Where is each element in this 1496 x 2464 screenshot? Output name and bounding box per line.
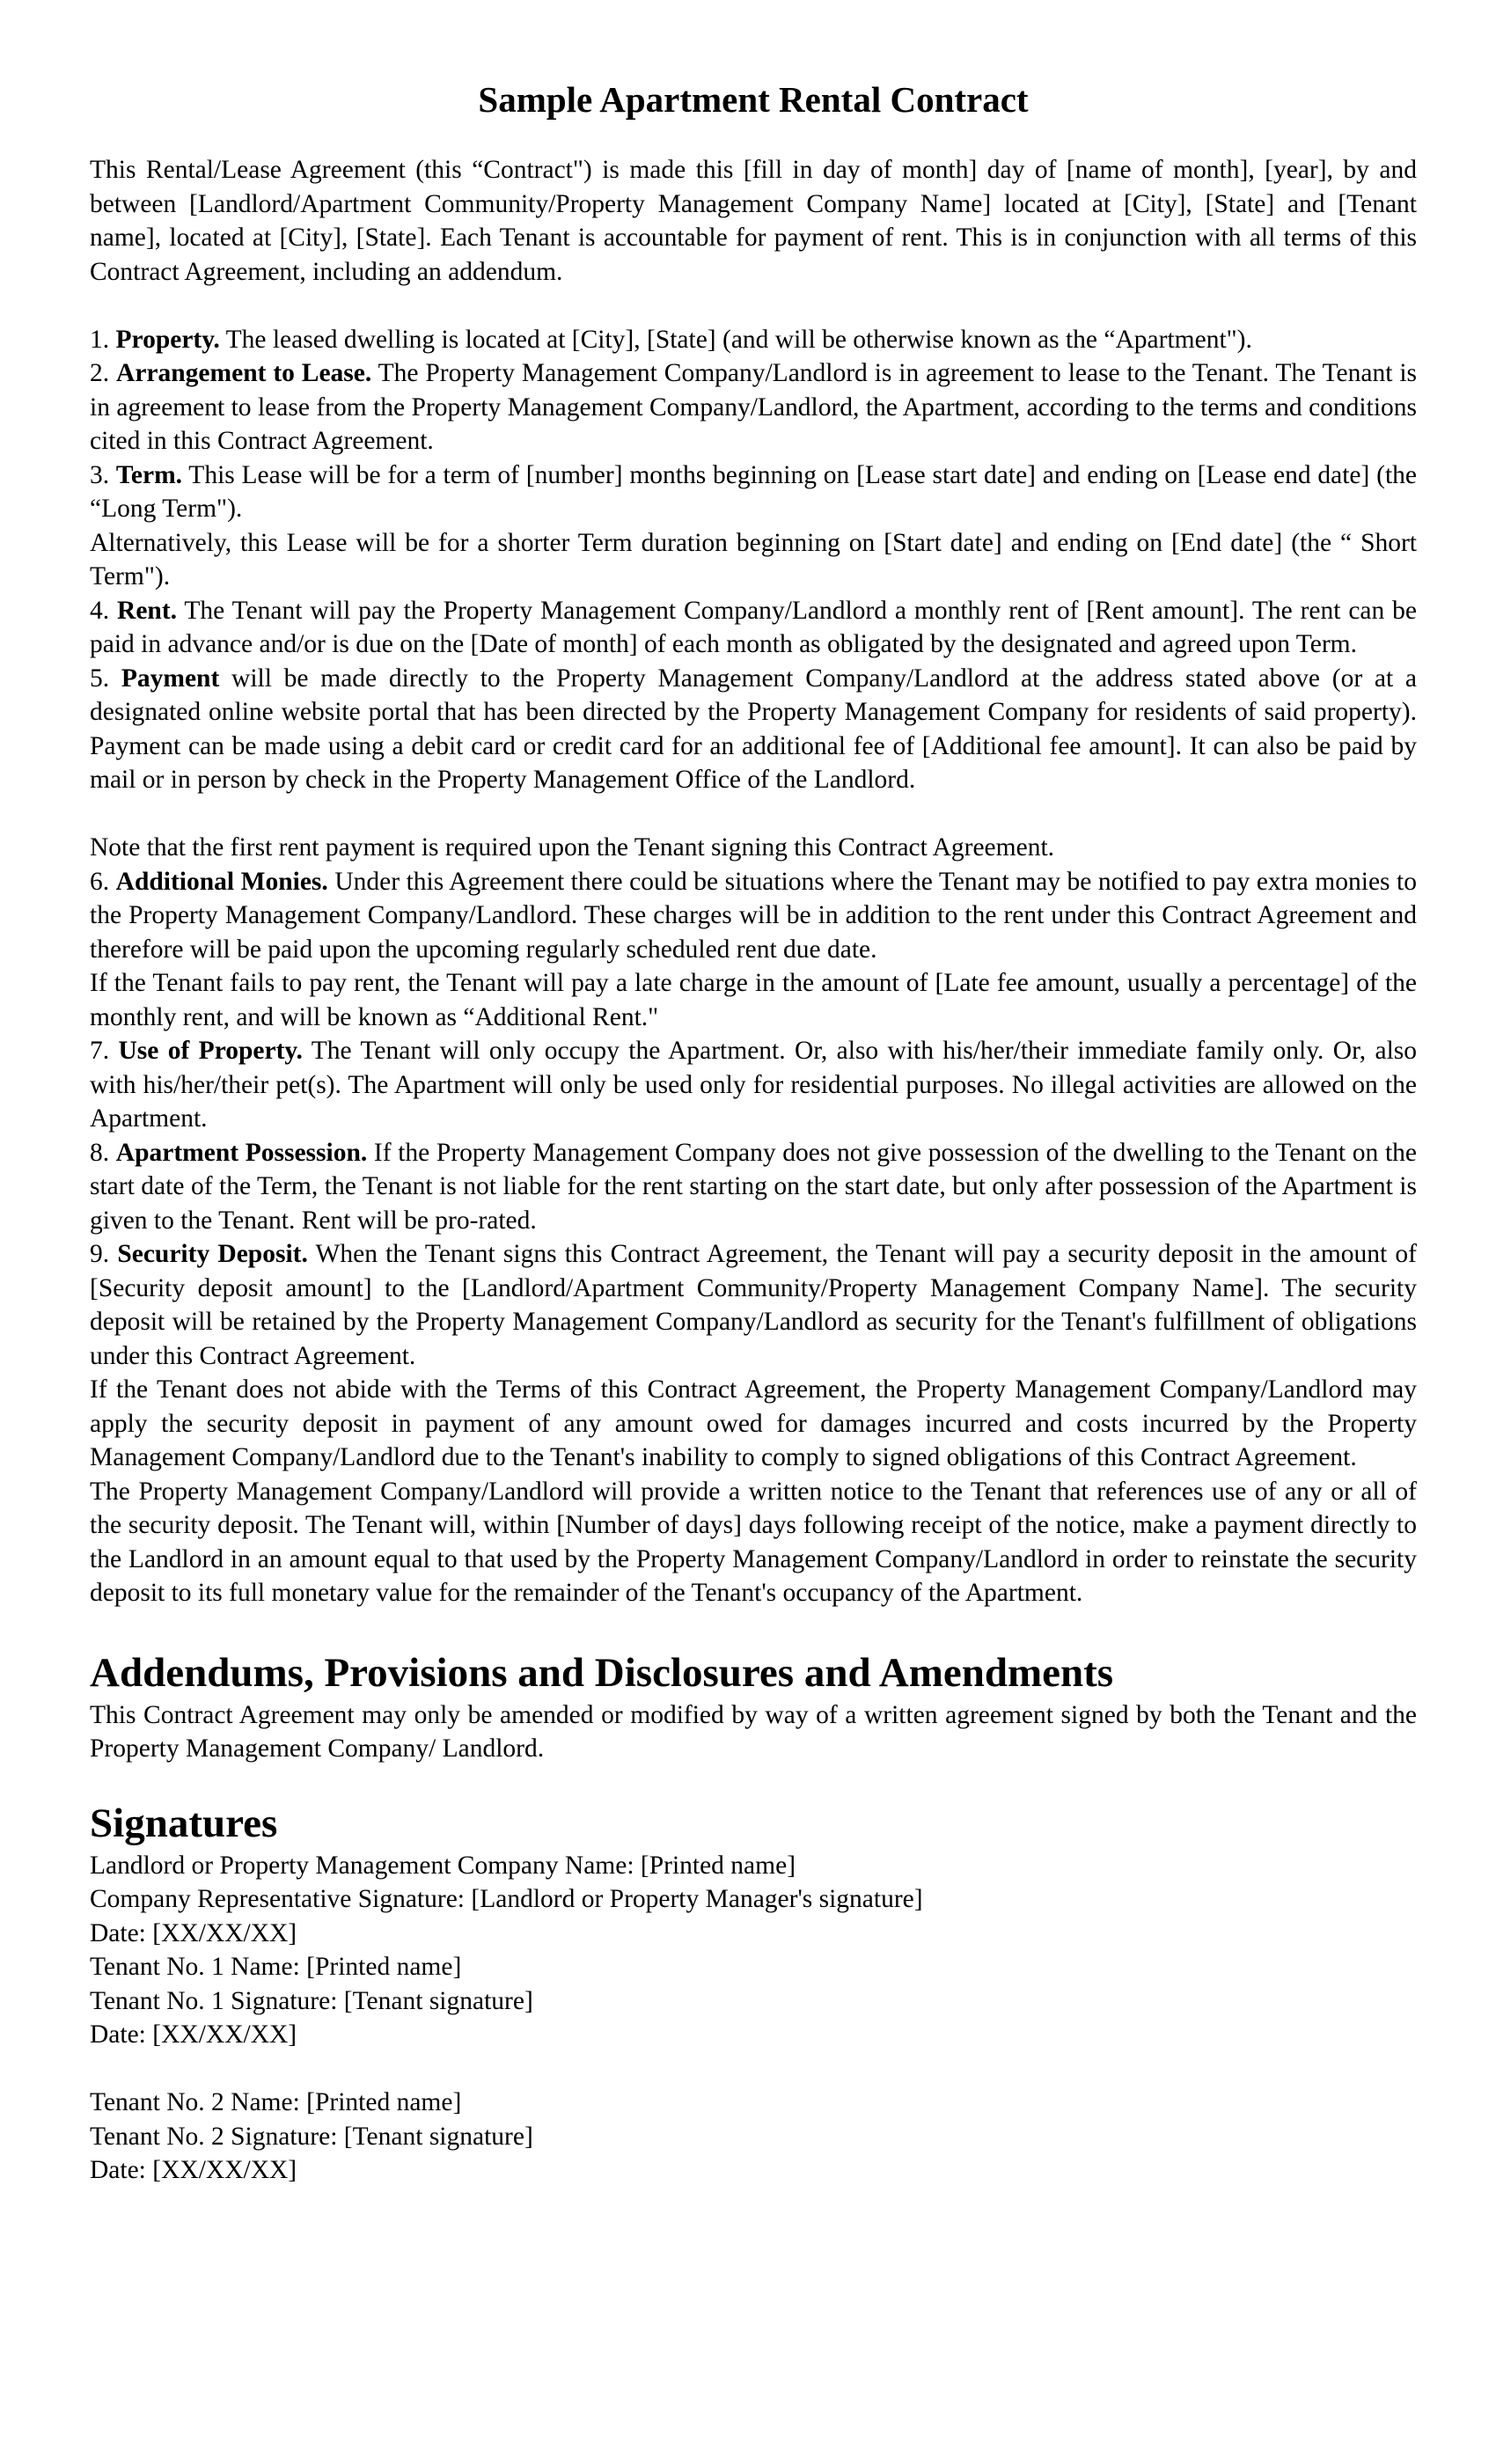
tenant1-signature-line: Tenant No. 1 Signature: [Tenant signature] (90, 1986, 533, 2015)
addendums-heading: Addendums, Provisions and Disclosures and Amendments (90, 1649, 1114, 1696)
paragraph-gap (90, 289, 1417, 323)
clause-text: The leased dwelling is located at [City], [State] (and will be otherwise known as the “Apartment"). (219, 325, 1252, 354)
clause-number: 6. (90, 867, 110, 896)
clause-text: The Tenant will pay the Property Management Company/Landlord a monthly rent of [Rent amount]. The rent can be paid in advance and/or is due on the [Date of month] of each month as obligated by the designated and agreed upon Term. (90, 596, 1418, 658)
payment-note: Note that the first rent payment is required upon the Tenant signing this Contract Agreement. (90, 833, 1055, 862)
clause-text: will be made directly to the Property Management Company/Landlord at the address stated above (or at a designated online website portal that has been directed by the Property Management Company for residents of said property). Payment can be made using a debit card or credit card for an additional fee of [Additional fee amount]. It can also be paid by mail or in person by check in the Property Management Office of the Landlord. (90, 664, 1418, 794)
clause-heading: Term. (115, 460, 183, 489)
tenant1-name-line: Tenant No. 1 Name: [Printed name] (90, 1953, 462, 1981)
clause-heading: Property. (115, 325, 220, 354)
clause-number: 8. (90, 1138, 110, 1167)
clause-text: The Tenant will only occupy the Apartment. Or, also with his/her/their immediate family only. Or, also with his/her/their pet(s). The Apartment will only be used only for residential purposes. No illegal activities are allowed on the Apartment. (90, 1037, 1418, 1133)
clause-possession (90, 1136, 1417, 1238)
clause-number: 1. (90, 325, 110, 354)
security-deposit-notice: The Property Management Company/Landlord will provide a written notice to the Tenant that references use of any or all of the security deposit. The Tenant will, within [Number of days] days following receipt of the notice, make a payment directly to the Landlord in an amount equal to that used by the Property Management Company/Landlord in order to reinstate the security deposit to its full monetary value for the remainder of the Tenant's occupancy of the Apartment. (90, 1477, 1417, 1607)
tenant1-date-line: Date: [XX/XX/XX] (90, 2020, 297, 2049)
clause-heading: Rent. (117, 596, 178, 625)
clause-term-alternative: Alternatively, this Lease will be for a shorter Term duration beginning on [Start date] and ending on [End date] (the “ Short Term"). (90, 528, 1417, 590)
signatures-heading: Signatures (90, 1800, 278, 1846)
document-title: Sample Apartment Rental Contract (478, 79, 1029, 120)
landlord-name-line: Landlord or Property Management Company Name: [Printed name] (90, 1851, 796, 1880)
clause-text: The Property Management Company/Landlord is in agreement to lease to the Tenant. The Tenant is in agreement to lease from the Property Management Company/Landlord, the Apartment, according to the terms and conditions cited in this Contract Agreement. (90, 359, 1418, 455)
clause-text: Under this Agreement there could be situations where the Tenant may be notified to pay extra monies to the Property Management Company/Landlord. These charges will be in addition to the rent under this Contract Agreement and therefore will be paid upon the upcoming regularly scheduled rent due date. (90, 867, 1417, 964)
clause-heading: Security Deposit. (117, 1240, 308, 1268)
late-charge-paragraph: If the Tenant fails to pay rent, the Tenant will pay a late charge in the amount of [Late fee amount, usually a percentage] of the monthly rent, and will be known as “Additional Rent." (90, 969, 1417, 1031)
paragraph-gap (90, 2052, 1417, 2086)
clause-heading: Arrangement to Lease. (116, 359, 372, 387)
clause-number: 3. (90, 460, 110, 489)
tenant2-name-line: Tenant No. 2 Name: [Printed name] (90, 2088, 462, 2116)
clause-term (90, 458, 1417, 526)
clause-heading: Apartment Possession. (115, 1138, 368, 1167)
intro-paragraph: This Rental/Lease Agreement (this “Contract") is made this [fill in day of month] day of [name of month], [year], by and between [Landlord/Apartment Community/Property Management Company Name] located at [City], [State] and [Tenant name], located at [City], [State]. Each Tenant is accountable for payment of rent. This is in conjunction with all terms of this Contract Agreement, including an addendum. (90, 156, 1417, 286)
clause-number: 4. (90, 596, 110, 625)
security-deposit-breach: If the Tenant does not abide with the Terms of this Contract Agreement, the Property Management Company/Landlord may apply the security deposit in payment of any amount owed for damages incurred and costs incurred by the Property Management Company/Landlord due to the Tenant's inability to comply to signed obligations of this Contract Agreement. (90, 1375, 1417, 1471)
clause-property (90, 323, 1417, 357)
clause-text: When the Tenant signs this Contract Agreement, the Tenant will pay a security deposit in the amount of [Security deposit amount] to the [Landlord/Apartment Community/Property Management Company Name]. The security deposit will be retained by the Property Management Company/Landlord as security for the Tenant's fulfillment of obligations under this Contract Agreement. (90, 1240, 1418, 1370)
clause-number: 5. (90, 664, 110, 693)
clause-heading: Use of Property. (118, 1037, 303, 1065)
clause-number: 9. (90, 1240, 110, 1268)
clause-payment (90, 662, 1417, 797)
clause-additional-monies (90, 865, 1417, 967)
clause-number: 2. (90, 359, 110, 387)
clause-heading: Additional Monies. (115, 867, 328, 896)
clause-text: This Lease will be for a term of [number] months beginning on [Lease start date] and ending on [Lease end date] (the “Long Term"). (90, 460, 1417, 523)
clause-rent (90, 594, 1417, 662)
clause-text: If the Property Management Company does not give possession of the dwelling to the Tenant on the start date of the Term, the Tenant is not liable for the rent starting on the start date, but only after possession of the Apartment is given to the Tenant. Rent will be pro-rated. (90, 1138, 1417, 1235)
clause-number: 7. (90, 1037, 110, 1065)
landlord-signature-line: Company Representative Signature: [Landlord or Property Manager's signature] (90, 1885, 923, 1913)
addendums-paragraph: This Contract Agreement may only be amended or modified by way of a written agreement signed by both the Tenant and the Property Management Company/ Landlord. (90, 1700, 1417, 1763)
clause-use-of-property (90, 1034, 1417, 1136)
clause-heading: Payment (121, 664, 220, 693)
clause-arrangement (90, 356, 1417, 458)
tenant2-signature-line: Tenant No. 2 Signature: [Tenant signature] (90, 2122, 533, 2151)
landlord-date-line: Date: [XX/XX/XX] (90, 1918, 297, 1947)
tenant2-date-line: Date: [XX/XX/XX] (90, 2156, 297, 2184)
paragraph-gap (90, 797, 1417, 832)
clause-security-deposit (90, 1237, 1417, 1373)
